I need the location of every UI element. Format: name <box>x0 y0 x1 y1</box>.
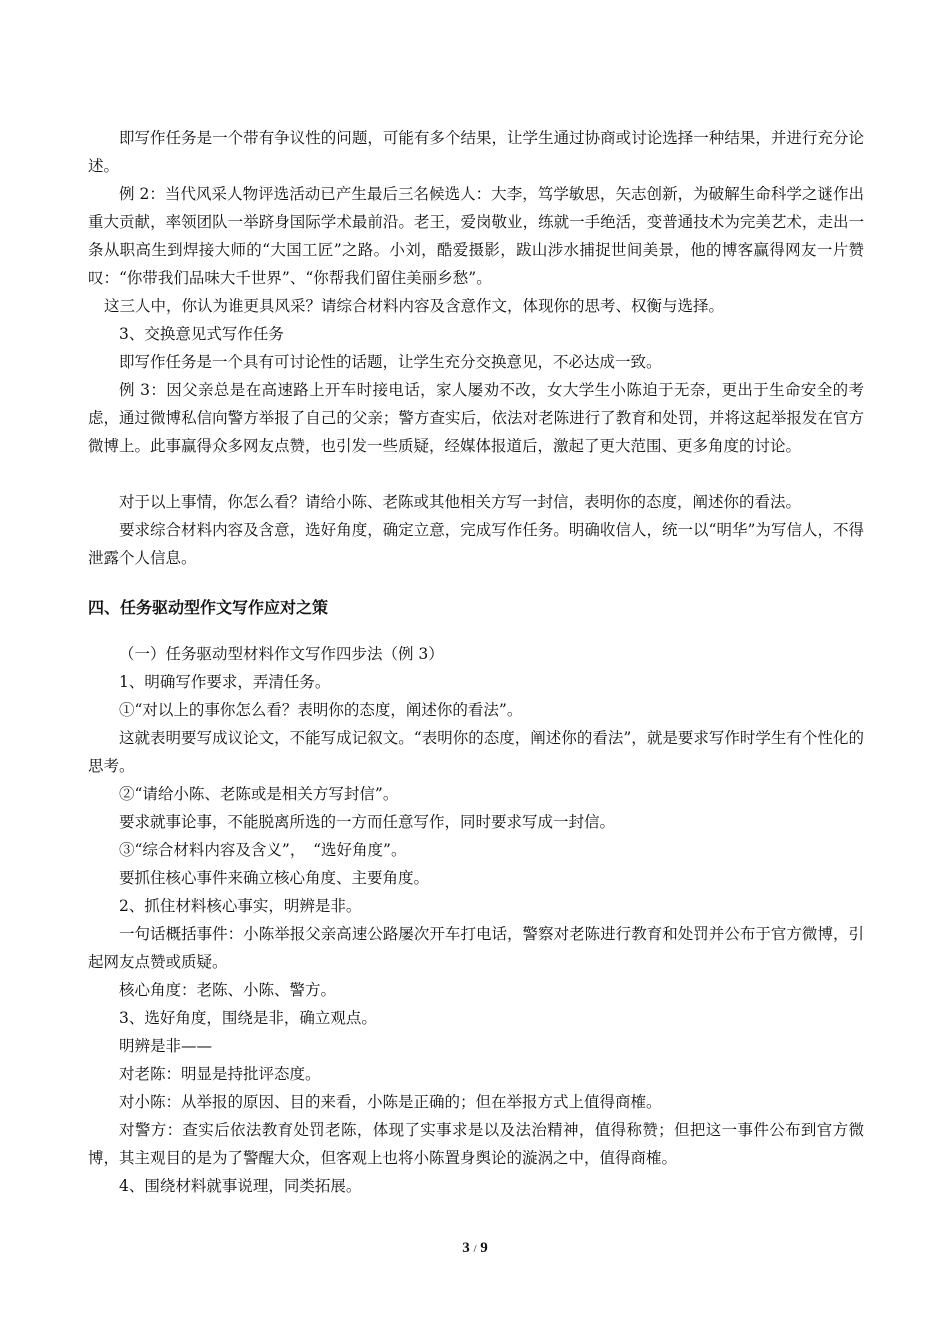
example-paragraph: 例 3：因父亲总是在高速路上开车时接电话，家人屡劝不改，女大学生小陈迫于无奈，更出于生命安全的考虑，通过微博私信向警方举报了自己的父亲；警方查实后，依法对老陈进行了教育和处罚，并将这起举报发在官方微博上。此事赢得众多网友点赞，也引发一些质疑，经媒体报道后，激起了更大范围、更多角度的讨论。 <box>88 381 864 455</box>
step-heading: 4、围绕材料就事说理，同类拓展。 <box>119 1177 362 1195</box>
paragraph: 明辨是非—— <box>119 1037 213 1055</box>
section-heading: 四、任务驱动型作文写作应对之策 <box>88 598 329 617</box>
paragraph: 对于以上事情，你怎么看？请给小陈、老陈或其他相关方写一封信，表明你的态度，阐述你的看法。 <box>119 493 802 511</box>
subheading: （一）任务驱动型材料作文写作四步法（例 3） <box>119 645 444 663</box>
total-pages: 9 <box>480 1240 488 1256</box>
paragraph: 这就表明要写成议论文，不能写成记叙文。“表明你的态度，阐述你的看法”，就是要求写作时学生有个性化的思考。 <box>88 729 864 775</box>
paragraph: ③“综合材料内容及含义”， “选好角度”。 <box>119 841 407 859</box>
step-heading: 2、抓住材料核心事实，明辨是非。 <box>119 897 362 915</box>
step-heading: 1、明确写作要求，弄清任务。 <box>119 673 331 691</box>
step-heading: 3、选好角度，围绕是非，确立观点。 <box>119 1009 377 1027</box>
page-number <box>0 1240 950 1257</box>
paragraph: 即写作任务是一个带有争议性的问题，可能有多个结果，让学生通过协商或讨论选择一种结果，并进行充分论述。 <box>88 129 864 175</box>
paragraph: ②“请给小陈、老陈或是相关方写封信”。 <box>119 785 399 803</box>
example-paragraph: 例 2：当代风采人物评选活动已产生最后三名候选人：大李，笃学敏思，矢志创新，为破解生命科学之谜作出重大贡献，率领团队一举跻身国际学术最前沿。老王，爱岗敬业，练就一手绝活，变普通技术为完美艺术，走出一条从职高生到焊接大师的“大国工匠”之路。小刘，酷爱摄影，跋山涉水捕捉世间美景，他的博客赢得网友一片赞叹：“你带我们品味大千世界”、“你帮我们留住美丽乡愁”。 <box>88 185 864 287</box>
paragraph: 一句话概括事件：小陈举报父亲高速公路屡次开车打电话，警察对老陈进行教育和处罚并公布于官方微博，引起网友点赞或质疑。 <box>88 925 864 971</box>
paragraph: 这三人中，你认为谁更具风采？请综合材料内容及含意作文，体现你的思考、权衡与选择。 <box>104 297 725 315</box>
current-page: 3 <box>462 1240 470 1256</box>
paragraph: ①“对以上的事你怎么看？表明你的态度，阐述你的看法”。 <box>119 701 523 719</box>
paragraph: 对警方：查实后依法教育处罚老陈，体现了实事求是以及法治精神，值得称赞；但把这一事件公布到官方微博，其主观目的是为了警醒大众，但客观上也将小陈置身舆论的漩涡之中，值得商榷。 <box>88 1121 864 1167</box>
paragraph: 要求就事论事，不能脱离所选的一方而任意写作，同时要求写成一封信。 <box>119 813 616 831</box>
paragraph: 对老陈：明显是持批评态度。 <box>119 1065 321 1083</box>
subheading: 3、交换意见式写作任务 <box>119 325 284 343</box>
paragraph: 对小陈：从举报的原因、目的来看，小陈是正确的；但在举报方式上值得商榷。 <box>119 1093 662 1111</box>
paragraph: 即写作任务是一个具有可讨论性的话题，让学生充分交换意见，不必达成一致。 <box>119 353 662 371</box>
paragraph: 核心角度：老陈、小陈、警方。 <box>119 981 337 999</box>
page-separator: / <box>473 1243 477 1255</box>
paragraph: 要抓住核心事件来确立核心角度、主要角度。 <box>119 869 430 887</box>
paragraph: 要求综合材料内容及含意，选好角度，确定立意，完成写作任务。明确收信人，统一以“明华”为写信人，不得泄露个人信息。 <box>88 521 864 567</box>
